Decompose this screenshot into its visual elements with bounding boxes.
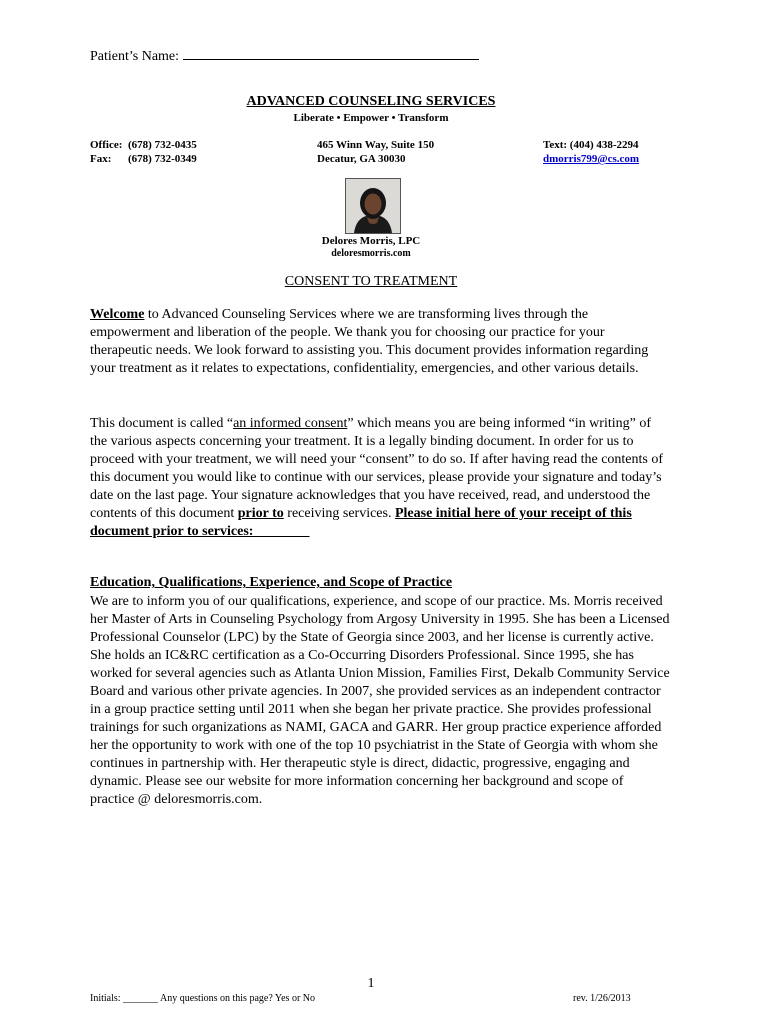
welcome-word: Welcome	[90, 307, 145, 322]
revision-date: rev. 1/26/2013	[573, 993, 631, 1004]
address-line2: Decatur, GA 30030	[317, 153, 406, 165]
informed-text-1: This document is called “	[90, 416, 234, 431]
office-phone: (678) 732-0435	[128, 139, 197, 151]
informed-consent-paragraph	[90, 415, 670, 541]
initials-prompt[interactable]: Initials: _______ Any questions on this page? Yes or No	[90, 993, 315, 1004]
fax-label: Fax:	[90, 153, 112, 165]
contact-address	[317, 138, 434, 166]
contact-text-email	[543, 138, 639, 166]
education-paragraph: We are to inform you of our qualifications, experience, and scope of our practice. Ms. Morris received her Master of Arts in Counseling Psychology from Argosy University in 1995. She has been a Licensed Professional Counselor (LPC) by the State of Georgia since 2003, and her license is currently active. She holds an IC&RC certification as a Co-Occurring Disorders Professional. Since 1995, she has worked for several agencies such as Atlanta Union Mission, Families First, Dekalb Community Service Board and various other private agencies. In 2007, she provided services as an independent contractor in a group practice setting until 2011 when she began her private practice. She provides professional trainings for such organizations as NAMI, GACA and GARR. Her group practice experience afforded her the opportunity to work with one of the top 10 psychiatrist in the State of Georgia with whom she continues in partnership with. Her therapeutic style is direct, didactic, progressive, engaging and dynamic. Please see our website for more information concerning her background and scope of practice @ deloresmorris.com.	[90, 594, 670, 807]
office-label: Office:	[90, 139, 123, 151]
intro-paragraph	[90, 306, 670, 378]
website: deloresmorris.com	[331, 248, 411, 259]
email-link[interactable]: dmorris799@cs.com	[543, 153, 640, 165]
page-title: CONSENT TO TREATMENT	[284, 274, 458, 289]
informed-consent-term: an informed consent	[233, 416, 348, 431]
counselor-name: Delores Morris, LPC	[321, 235, 421, 247]
contact-phones	[90, 138, 197, 166]
patient-name-label: Patient’s Name:	[90, 49, 180, 64]
counselor-photo	[345, 178, 401, 234]
patient-name-blank[interactable]	[183, 47, 479, 60]
patient-name-field	[90, 47, 479, 65]
tagline: Liberate • Empower • Transform	[293, 112, 449, 124]
text-line: Text: (404) 438-2294	[543, 139, 639, 151]
org-name: ADVANCED COUNSELING SERVICES	[246, 94, 496, 109]
informed-text-2: ” which means you are being informed “in writing” of the various aspects concerning your treatment. It is a legally binding document. In order for us to proceed with your treatment, we will need your “consent” to do so. If after having read the contents of this document you would like to continue with our services, please provide your signature and today’s date on the last page. Your signature acknowledges that you have received, read, and understood the contents of this document	[90, 416, 664, 521]
address-line1: 465 Winn Way, Suite 150	[317, 139, 435, 151]
initial-request[interactable]: Please initial here of your receipt of this document prior to services:________	[90, 506, 632, 539]
page-number: 1	[367, 976, 375, 991]
informed-text-3: receiving services.	[283, 506, 395, 521]
portrait-image	[346, 179, 400, 233]
intro-text: to Advanced Counseling Services where we are transforming lives through the empowerment and liberation of the people. We thank you for choosing our practice for your therapeutic needs. We look forward to assisting you. This document provides information regarding your treatment as it relates to expectations, confidentiality, emergencies, and other various details.	[90, 307, 649, 376]
prior-to-emphasis: prior to	[237, 506, 284, 521]
fax-phone: (678) 732-0349	[128, 153, 197, 165]
education-heading: Education, Qualifications, Experience, and Scope of Practice	[90, 575, 453, 590]
